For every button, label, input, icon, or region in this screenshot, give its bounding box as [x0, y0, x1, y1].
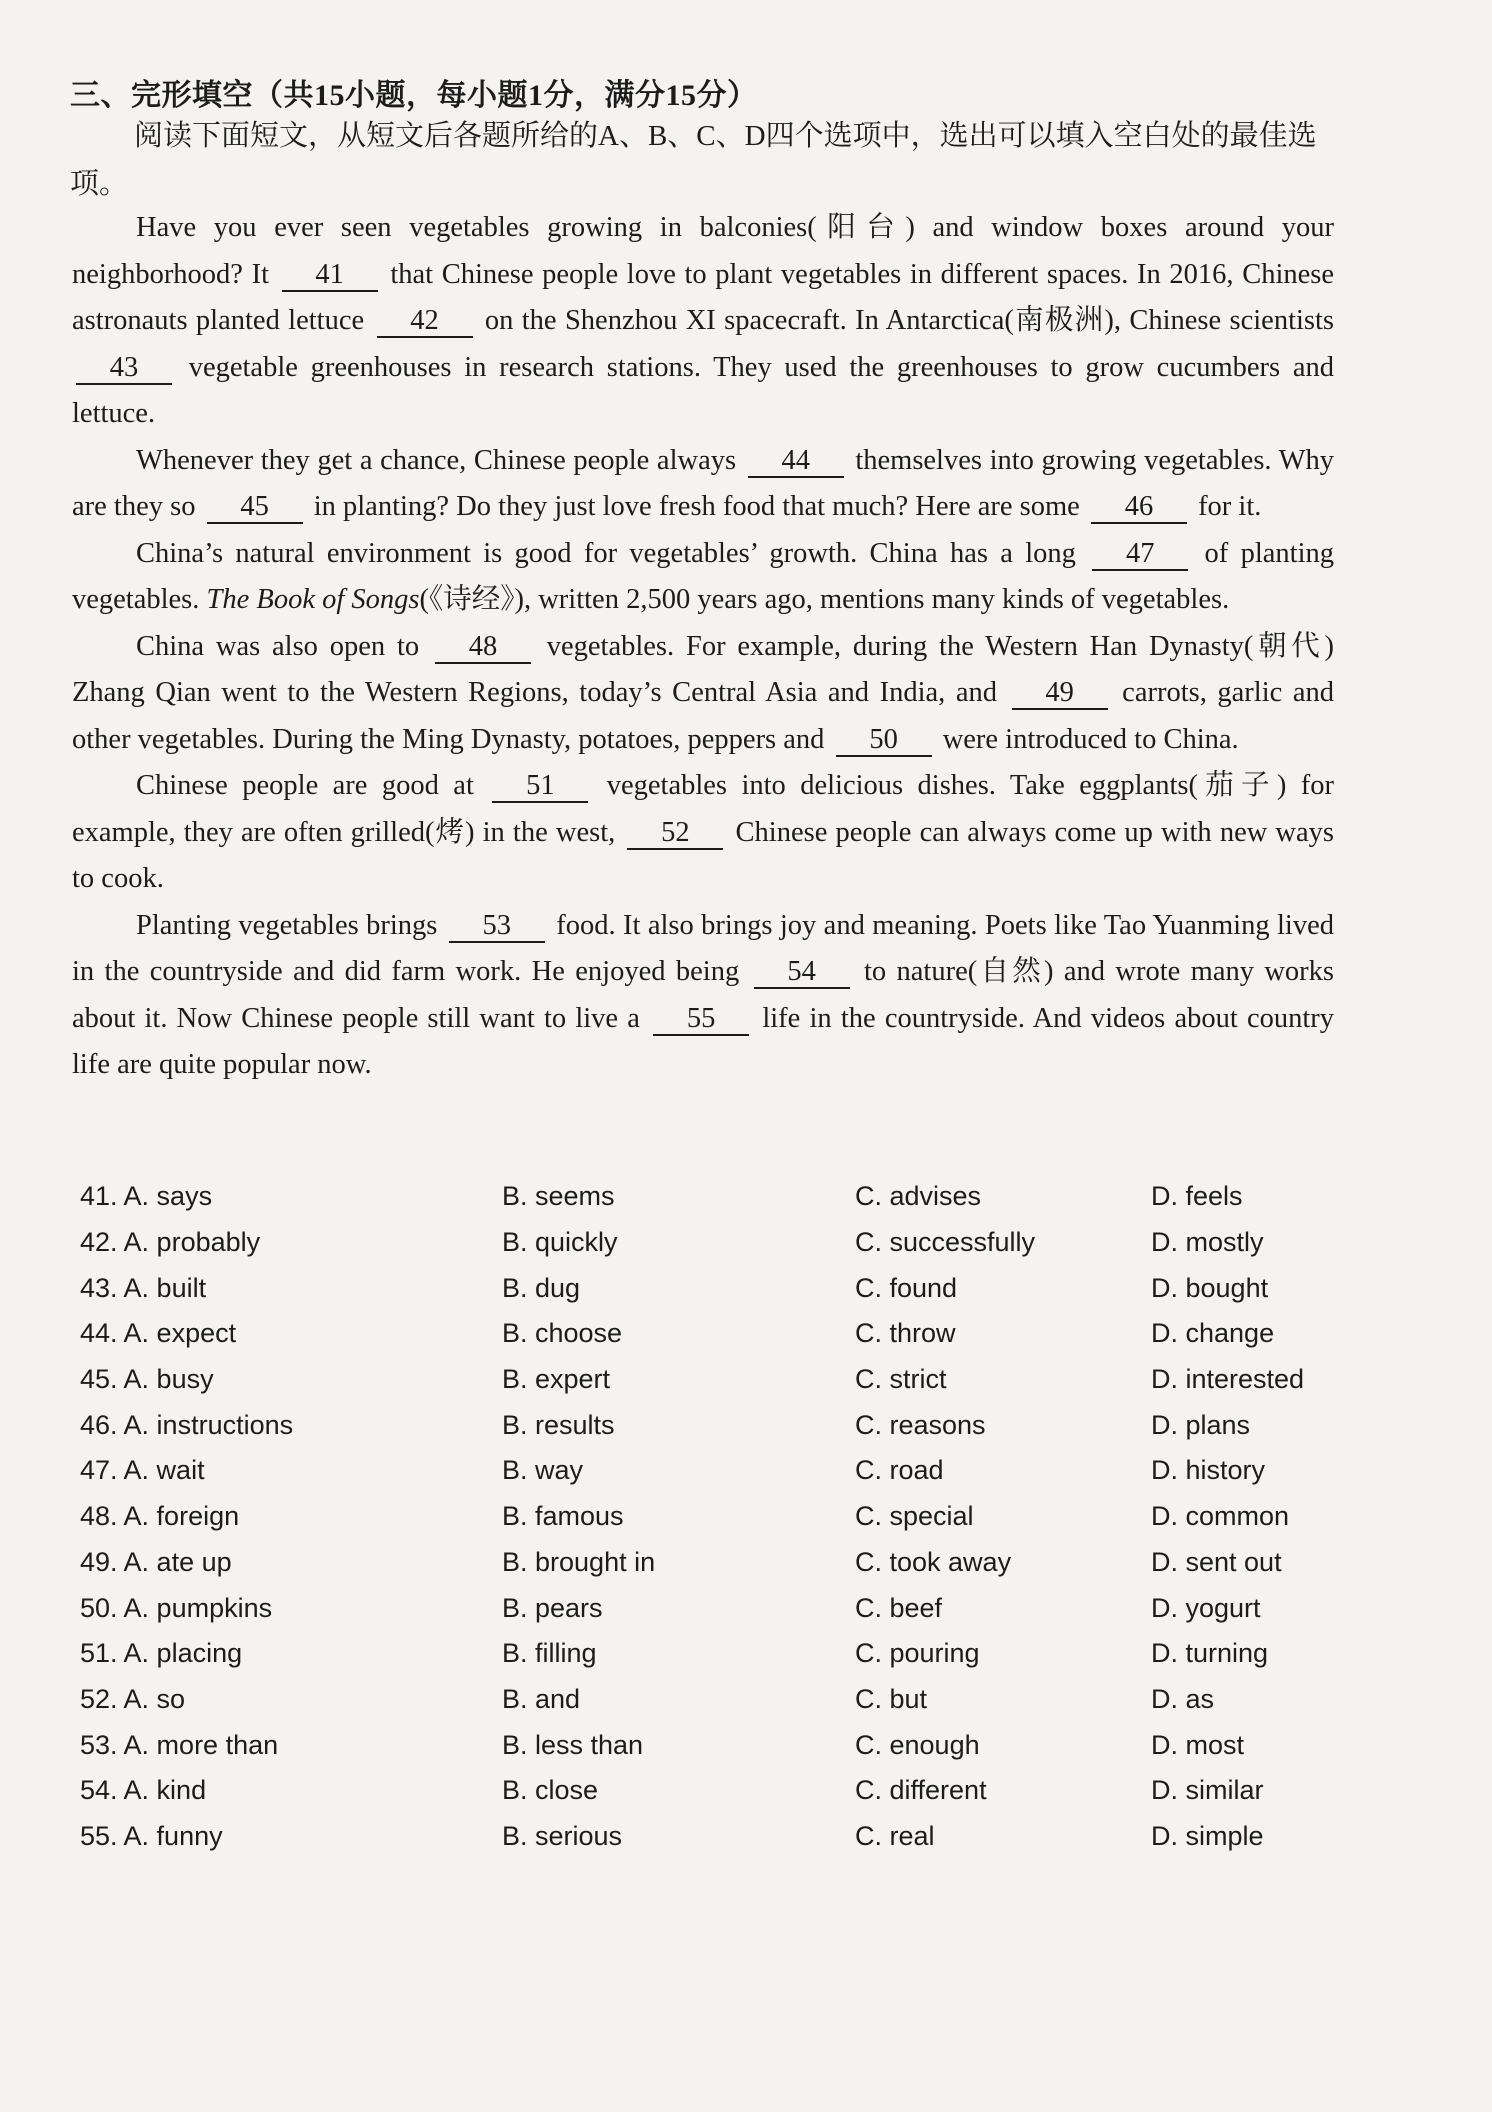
book-title: The Book of Songs — [206, 584, 420, 615]
blank-43: 43 — [76, 353, 172, 385]
option-c: C. beef — [855, 1592, 943, 1623]
option-row — [80, 1265, 1350, 1311]
question-number: 47. — [80, 1455, 118, 1486]
blank-54: 54 — [754, 957, 850, 989]
option-a: A. foreign — [123, 1501, 240, 1532]
answer-options — [80, 1174, 1350, 1859]
option-c: C. different — [855, 1775, 987, 1806]
blank-53: 53 — [449, 911, 545, 943]
question-number: 49. — [80, 1546, 118, 1577]
option-b: B. seems — [502, 1181, 615, 1212]
option-b: B. serious — [502, 1820, 623, 1851]
passage-text: of planting vegetables. — [72, 537, 1335, 615]
passage-text: vegetable greenhouses in research stations. They used the greenhouses to grow cucumbers and lettuce. — [72, 351, 1335, 429]
option-row — [80, 1402, 1350, 1448]
passage-text: vegetables. For example, during the Western Han Dynasty(朝代) Zhang Qian went to the Western Regions, today’s Central Asia and India, and — [72, 630, 1334, 708]
section-title: 三、完形填空（共15小题，每小题1分，满分15分） — [70, 79, 758, 112]
option-a: A. kind — [123, 1775, 207, 1806]
option-row — [80, 1768, 1350, 1814]
blank-52: 52 — [627, 818, 723, 850]
option-c: C. but — [855, 1683, 928, 1714]
question-number: 53. — [80, 1729, 118, 1760]
option-a: A. pumpkins — [123, 1592, 273, 1623]
question-number: 48. — [80, 1501, 118, 1532]
passage-text: carrots, garlic and other vegetables. During the Ming Dynasty, potatoes, peppers and — [72, 677, 1335, 755]
option-row — [80, 1631, 1350, 1677]
paragraph-4 — [72, 624, 1334, 764]
blank-49: 49 — [1012, 678, 1108, 710]
question-number: 50. — [80, 1592, 118, 1623]
option-d: D. plans — [1151, 1409, 1251, 1440]
option-d: D. similar — [1151, 1775, 1264, 1806]
option-row — [80, 1585, 1350, 1631]
option-d: D. most — [1151, 1729, 1245, 1760]
option-d: D. sent out — [1151, 1546, 1282, 1577]
option-b: B. famous — [502, 1501, 624, 1532]
paragraph-1 — [72, 205, 1334, 438]
option-d: D. mostly — [1151, 1227, 1264, 1258]
blank-48: 48 — [435, 632, 531, 664]
passage-text: food. It also brings joy and meaning. Poets like Tao Yuanming lived in the countryside and did farm work. He enjoyed being — [72, 909, 1334, 987]
option-a: A. more than — [123, 1729, 279, 1760]
question-number: 52. — [80, 1683, 118, 1714]
option-b: B. less than — [502, 1729, 644, 1760]
passage-text: to nature(自然) and wrote many works about it. Now Chinese people still want to live a — [72, 956, 1335, 1034]
blank-51: 51 — [492, 771, 588, 803]
option-d: D. as — [1151, 1683, 1215, 1714]
option-b: B. choose — [502, 1318, 623, 1349]
option-a: A. placing — [123, 1638, 243, 1669]
option-d: D. feels — [1151, 1181, 1243, 1212]
option-c: C. special — [855, 1501, 974, 1532]
option-row — [80, 1220, 1350, 1266]
passage-text: Chinese people are good at — [136, 770, 474, 801]
question-number: 43. — [80, 1272, 118, 1303]
option-row — [80, 1357, 1350, 1403]
option-b: B. filling — [502, 1638, 597, 1669]
option-row — [80, 1814, 1350, 1860]
option-b: B. way — [502, 1455, 584, 1486]
option-a: A. instructions — [123, 1409, 294, 1440]
passage-text: on the Shenzhou XI spacecraft. In Antarctica(南极洲), Chinese scientists — [484, 305, 1334, 336]
option-b: B. brought in — [502, 1546, 656, 1577]
option-c: C. road — [855, 1455, 944, 1486]
option-a: A. built — [123, 1272, 207, 1303]
instruction-text: 阅读下面短文，从短文后各题所给的A、B、C、D四个选项中，选出可以填入空白处的最佳选项。 — [70, 120, 1317, 200]
option-a: A. so — [123, 1683, 186, 1714]
question-number: 44. — [80, 1318, 118, 1349]
option-b: B. quickly — [502, 1227, 618, 1258]
passage-text: Whenever they get a chance, Chinese people always — [136, 444, 737, 476]
passage-text: themselves into growing vegetables. Why are they so — [72, 444, 1335, 522]
option-a: A. expect — [123, 1318, 237, 1349]
question-number: 51. — [80, 1638, 118, 1669]
passage-text: Planting vegetables brings — [136, 909, 438, 941]
option-c: C. successfully — [855, 1227, 1036, 1258]
blank-44: 44 — [748, 446, 844, 478]
passage-text: China was also open to — [136, 630, 420, 662]
question-number: 55. — [80, 1820, 118, 1851]
passage-text: for it. — [1198, 491, 1262, 522]
option-row — [80, 1722, 1350, 1768]
option-d: D. common — [1151, 1501, 1290, 1532]
option-a: A. busy — [123, 1364, 214, 1395]
option-c: C. advises — [855, 1181, 982, 1212]
option-a: A. ate up — [123, 1546, 232, 1577]
option-b: B. and — [502, 1683, 581, 1714]
question-number: 45. — [80, 1364, 118, 1395]
cloze-passage — [72, 205, 1334, 1089]
option-d: D. simple — [1151, 1820, 1264, 1851]
option-a: A. funny — [123, 1820, 223, 1851]
passage-text: in planting? Do they just love fresh food that much? Here are some — [313, 491, 1080, 522]
option-row — [80, 1494, 1350, 1540]
question-number: 42. — [80, 1227, 118, 1258]
option-c: C. reasons — [855, 1409, 986, 1440]
passage-text: that Chinese people love to plant vegetables in different spaces. In 2016, Chinese astronauts planted lettuce — [72, 258, 1335, 336]
blank-42: 42 — [377, 306, 473, 338]
option-c: C. found — [855, 1272, 958, 1303]
option-b: B. expert — [502, 1364, 611, 1395]
option-b: B. dug — [502, 1272, 581, 1303]
blank-47: 47 — [1092, 539, 1188, 571]
passage-text: life in the countryside. And videos about country life are quite popular now. — [72, 1002, 1335, 1080]
blank-50: 50 — [836, 725, 932, 757]
passage-text: Chinese people can always come up with new ways to cook. — [72, 816, 1335, 894]
option-b: B. close — [502, 1775, 599, 1806]
option-b: B. results — [502, 1409, 615, 1440]
option-a: A. says — [123, 1181, 213, 1212]
passage-text: (《诗经》), written 2,500 years ago, mentions many kinds of vegetables. — [419, 584, 1230, 615]
option-c: C. pouring — [855, 1638, 980, 1669]
option-d: D. history — [1151, 1455, 1266, 1486]
paragraph-5 — [72, 763, 1334, 903]
blank-41: 41 — [282, 260, 378, 292]
option-c: C. took away — [855, 1546, 1012, 1577]
option-d: D. yogurt — [1151, 1592, 1261, 1623]
passage-text: Have you ever seen vegetables growing in balconies(阳台) and window boxes around your neighborhood? It — [72, 212, 1334, 290]
option-d: D. change — [1151, 1318, 1275, 1349]
option-a: A. wait — [123, 1455, 205, 1486]
paragraph-6 — [72, 903, 1334, 1089]
blank-55: 55 — [653, 1004, 749, 1036]
question-number: 54. — [80, 1775, 118, 1806]
option-d: D. turning — [1151, 1638, 1269, 1669]
option-row — [80, 1540, 1350, 1586]
passage-text: China’s natural environment is good for vegetables’ growth. China has a long — [136, 537, 1076, 569]
option-a: A. probably — [123, 1227, 261, 1258]
paragraph-2 — [72, 438, 1334, 531]
option-d: D. interested — [1151, 1364, 1305, 1395]
option-row — [80, 1174, 1350, 1220]
passage-text: vegetables into delicious dishes. Take eggplants(茄子) for example, they are often grilled(烤) in the west, — [72, 770, 1335, 848]
option-c: C. real — [855, 1820, 935, 1851]
option-c: C. throw — [855, 1318, 956, 1349]
question-number: 41. — [80, 1181, 118, 1212]
option-row — [80, 1448, 1350, 1494]
option-d: D. bought — [1151, 1272, 1269, 1303]
blank-46: 46 — [1091, 492, 1187, 524]
blank-45: 45 — [207, 492, 303, 524]
option-row — [80, 1677, 1350, 1723]
option-c: C. strict — [855, 1364, 947, 1395]
option-c: C. enough — [855, 1729, 980, 1760]
passage-text: were introduced to China. — [942, 723, 1239, 755]
paragraph-3 — [72, 531, 1334, 624]
option-row — [80, 1311, 1350, 1357]
question-number: 46. — [80, 1409, 118, 1440]
option-b: B. pears — [502, 1592, 603, 1623]
